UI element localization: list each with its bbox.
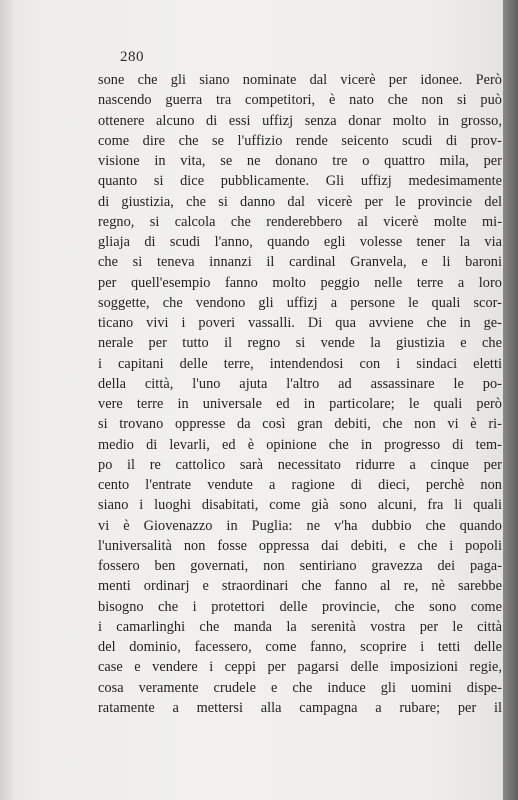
text-line: menti ordinarj e straordinari che fanno al re, nè sarebbe — [98, 578, 502, 595]
text-line: di giustizia, che si danno dal vicerè per le provincie del — [98, 193, 502, 210]
text-line: soggette, che vendono gli uffizj a persone le quali scor- — [98, 294, 502, 311]
page-gutter-shadow — [0, 0, 14, 800]
text-line: cento l'entrate vendute a ragione di dieci, perchè non — [98, 477, 502, 493]
text-line: bisogno che i protettori delle provincie, che sono come — [98, 598, 502, 615]
text-line: sone che gli siano nominate dal vicerè per idonee. Però — [98, 72, 502, 88]
text-line: po il re cattolico sarà necessitato ridurre a cinque per — [98, 456, 502, 473]
text-line: l'universalità non fosse oppressa dai debiti, e che i popoli — [98, 537, 502, 554]
text-line: i capitani delle terre, intendendosi con i sindaci eletti — [98, 355, 502, 372]
text-line: case e vendere i ceppi per pagarsi delle imposizioni regie, — [98, 659, 502, 676]
text-line: per quell'esempio fanno molto peggio nelle terre a loro — [98, 274, 502, 291]
text-line: gliaja di scudi l'anno, quando egli volesse tener la via — [98, 234, 502, 250]
text-line: regno, si calcola che renderebbero al vicerè molte mi- — [98, 213, 502, 230]
text-line: i camarlinghi che manda la serenità vostra per le città — [98, 618, 502, 635]
page-number: 280 — [120, 49, 144, 65]
text-line: fossero ben governati, non sentiriano gravezza dei paga- — [98, 558, 502, 574]
text-line: come dire che se l'uffizio rende seicento scudi di prov- — [98, 132, 502, 149]
body-text — [98, 70, 502, 718]
text-line: siano i luoghi disabitati, come già sono alcuni, fra li quali — [98, 497, 502, 514]
text-line: medio di levarli, ed è opinione che in progresso di tem- — [98, 436, 502, 453]
text-line: ottenere alcuno di essi uffizj senza donar molto in grosso, — [98, 112, 502, 129]
page-edge — [503, 0, 518, 800]
text-line: visione in vita, se ne donano tre o quattro mila, per — [98, 153, 502, 169]
text-line: quanto si dice pubblicamente. Gli uffizj medesimamente — [98, 173, 502, 190]
text-line: nerale per tutto il regno si vende la giustizia e che — [98, 335, 502, 352]
text-line: cosa veramente crudele e che induce gli uomini dispe- — [98, 679, 502, 696]
text-line: ticano vivi i poveri vassalli. Di qua avviene che in ge- — [98, 315, 502, 331]
text-line: che si teneva innanzi il cardinal Granvela, e li baroni — [98, 254, 502, 271]
text-line: del dominio, facessero, come fanno, scoprire i tetti delle — [98, 639, 502, 655]
text-line: nascendo guerra tra competitori, è nato che non si può — [98, 92, 502, 109]
text-line: ratamente a mettersi alla campagna a rubare; per il — [98, 699, 502, 716]
text-line: vi è Giovenazzo in Puglia: ne v'ha dubbio che quando — [98, 517, 502, 534]
text-line: vere terre in universale ed in particolare; le quali però — [98, 396, 502, 412]
text-line: si trovano oppresse da così gran debiti, che non vi è ri- — [98, 416, 502, 433]
text-line: della città, l'uno ajuta l'altro ad assassinare le po- — [98, 375, 502, 392]
